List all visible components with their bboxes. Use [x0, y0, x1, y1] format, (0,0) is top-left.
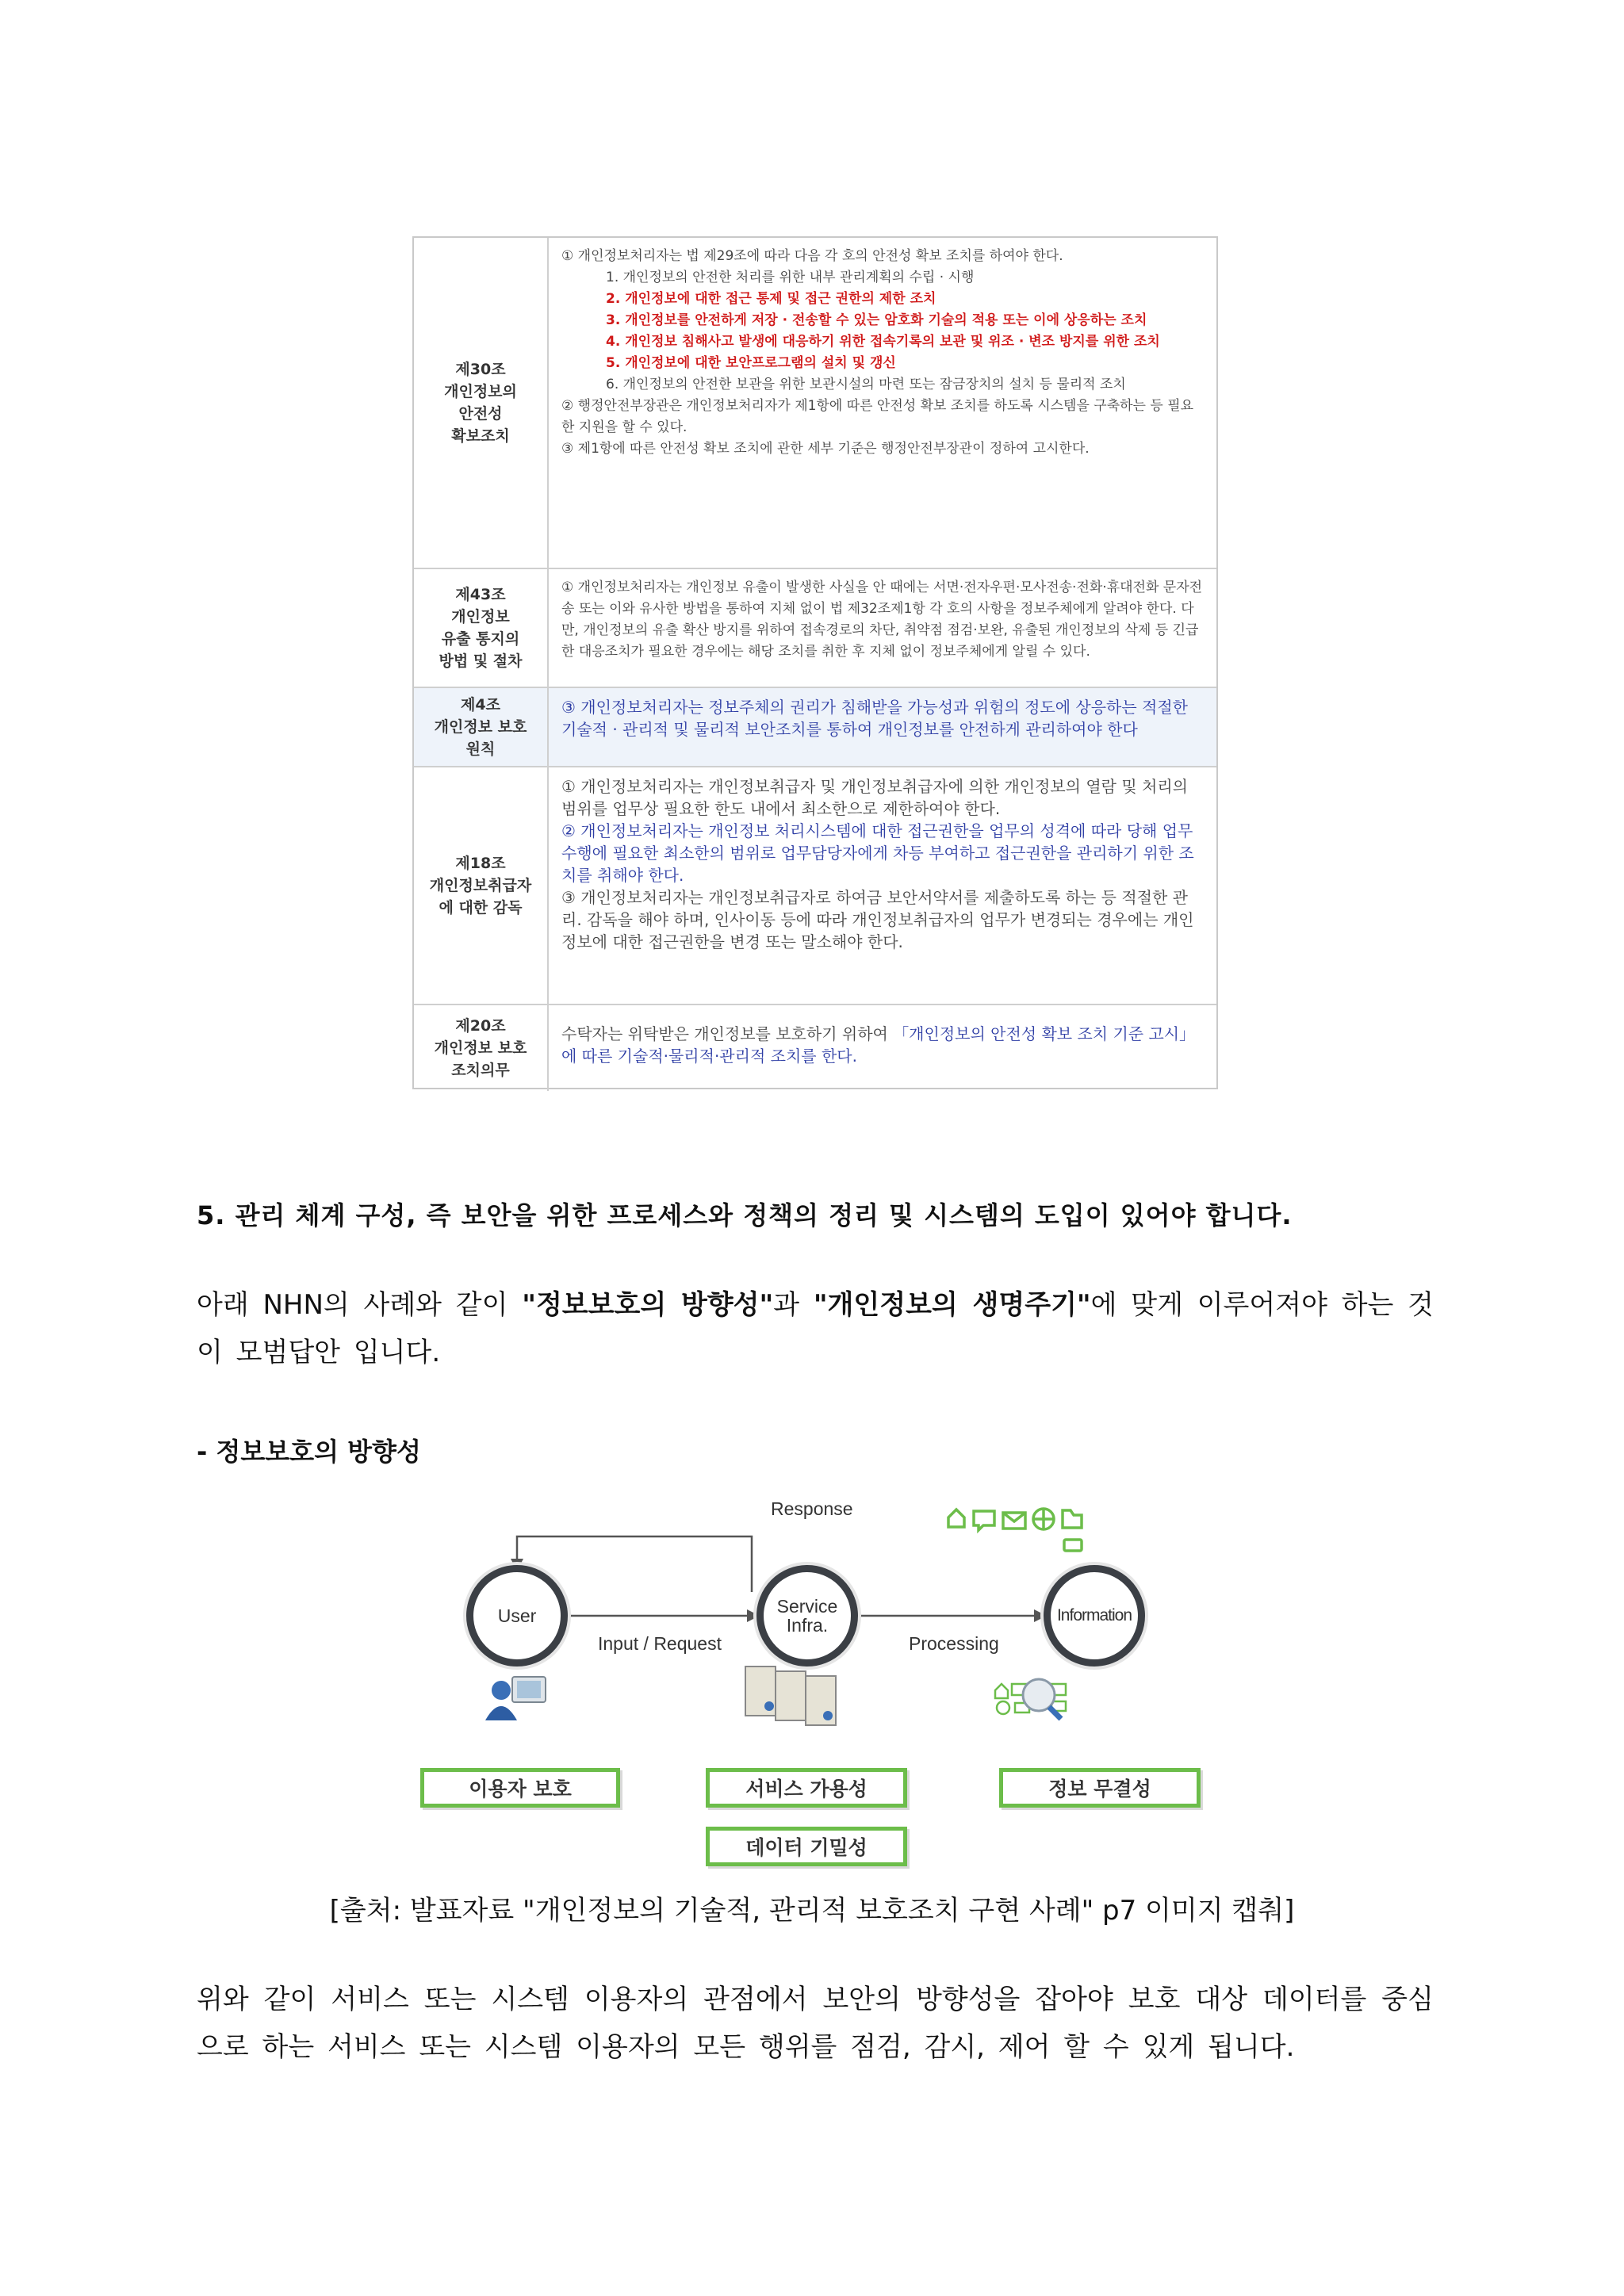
law-clause-highlight: 2. 개인정보에 대한 접근 통제 및 접근 권한의 제한 조치 — [606, 291, 936, 307]
section-heading: 5. 관리 체계 구성, 즉 보안을 위한 프로세스와 정책의 정리 및 시스템의 도입이 있어야 합니다. — [197, 1200, 1293, 1230]
law-row-label: 제18조 개인정보취급자 에 대한 감독 — [414, 767, 549, 1004]
law-row-article-18 — [414, 767, 1216, 1005]
conclusion-paragraph: 위와 같이 서비스 또는 시스템 이용자의 관점에서 보안의 방향성을 잡아야 보호 대상 데이터를 중심으로 하는 서비스 또는 시스템 이용자의 모든 행위를 점검, 감시, 제어 할 수 있게 됩니다. — [197, 1984, 1434, 2063]
diagram-connectors — [412, 1483, 1213, 1871]
law-clause-highlight: 5. 개인정보에 대한 보안프로그램의 설치 및 갱신 — [606, 355, 896, 371]
intro-emphasis: "정보보호의 방향성" — [522, 1289, 774, 1321]
law-clause: ① 개인정보처리자는 개인정보 유출이 발생한 사실을 안 때에는 서면·전자우편·모사전송·전화·휴대전화 문자전송 또는 이와 유사한 방법을 통하여 지체 없이 법 제32조제1항 각 호의 사항을 정보주체에게 알려야 한다. 다만, 개인정보의 유출 확산 방지를 위하여 접속경로의 차단, 취약점 점검·보완, 유출된 개인정보의 삭제 등 긴급한 대응조치가 필요한 경우에는 해당 조치를 취한 후 지체 없이 정보주체에게 알릴 수 있다. — [561, 580, 1203, 660]
law-clause: ② 행정안전부장관은 개인정보처리자가 제1항에 따른 안전성 확보 조치를 하도록 시스템을 구축하는 등 필요한 지원을 할 수 있다. — [561, 398, 1194, 435]
law-row-body — [549, 688, 1216, 766]
law-clause-highlight: 「개인정보의 안전성 확보 조치 기준 고시」에 따른 기술적·물리적·관리적 조치를 한다. — [561, 1024, 1196, 1066]
intro-paragraph — [197, 1281, 1434, 1376]
server-icon — [745, 1667, 836, 1725]
law-row-label: 제20조 개인정보 보호 조치의무 — [414, 1005, 549, 1091]
law-clause — [561, 1023, 1205, 1067]
user-node: User — [466, 1565, 568, 1667]
law-clause: ③ 개인정보처리자는 개인정보취급자로 하여금 보안서약서를 제출하도록 하는 등 적절한 관리. 감독을 해야 하며, 인사이동 등에 따라 개인정보취급자의 업무가 변경되는 경우에는 개인정보에 대한 접근권한을 변경 또는 말소해야 한다. — [561, 888, 1194, 951]
security-direction-diagram — [412, 1483, 1213, 1871]
intro-emphasis: "개인정보의 생명주기" — [813, 1289, 1091, 1321]
response-label: Response — [771, 1498, 853, 1519]
law-clause: 1. 개인정보의 안전한 처리를 위한 내부 관리계획의 수립 · 시행 — [606, 270, 975, 285]
sub-heading: - 정보보호의 방향성 — [197, 1437, 421, 1467]
law-row-body — [549, 569, 1216, 687]
law-row-label: 제30조 개인정보의 안전성 확보조치 — [414, 238, 549, 568]
law-row-article-43 — [414, 569, 1216, 688]
law-row-article-4 — [414, 688, 1216, 767]
service-availability-box: 서비스 가용성 — [706, 1768, 907, 1808]
intro-text: 에 맞게 이루어져야 하는 것이 모범답안 입니다. — [197, 1289, 1434, 1368]
data-confidentiality-box: 데이터 기밀성 — [706, 1827, 907, 1866]
intro-text: 아래 NHN의 사례와 같이 — [197, 1289, 523, 1321]
law-clause-text: 수탁자는 위탁받은 개인정보를 보호하기 위하여 — [561, 1024, 894, 1043]
law-clause-highlight: 4. 개인정보 침해사고 발생에 대응하기 위한 접속기록의 보관 및 위조 · 변조 방지를 위한 조치 — [606, 334, 1160, 350]
processing-label: Processing — [909, 1633, 999, 1654]
service-infra-node: Service Infra. — [756, 1565, 858, 1667]
information-node: Information — [1044, 1565, 1145, 1667]
figure-caption: [출처: 발표자료 "개인정보의 기술적, 관리적 보호조치 구현 사례" p7 이미지 캡춰] — [329, 1895, 1295, 1927]
data-type-icons — [948, 1509, 1082, 1551]
intro-text: 과 — [773, 1289, 814, 1321]
battery-icon — [1064, 1540, 1082, 1551]
chat-icon — [974, 1511, 994, 1530]
law-row-label: 제4조 개인정보 보호 원칙 — [414, 688, 549, 766]
law-clause: ③ 제1항에 따른 안전성 확보 조치에 관한 세부 기준은 행정안전부장관이 정하여 고시한다. — [561, 441, 1090, 457]
law-clause: ① 개인정보처리자는 법 제29조에 따라 다음 각 호의 안전성 확보 조치를 하여야 한다. — [561, 248, 1063, 264]
law-clause: ① 개인정보처리자는 개인정보취급자 및 개인정보취급자에 의한 개인정보의 열람 및 처리의 범위를 업무상 필요한 한도 내에서 최소한으로 제한하여야 한다. — [561, 777, 1188, 818]
user-computer-icon — [485, 1677, 546, 1720]
user-protection-box: 이용자 보호 — [420, 1768, 620, 1808]
law-clause: 6. 개인정보의 안전한 보관을 위한 보관시설의 마련 또는 잠금장치의 설치 등 물리적 조치 — [606, 377, 1126, 392]
law-row-body — [549, 767, 1216, 1004]
home-icon — [948, 1510, 964, 1527]
law-table-image — [412, 236, 1218, 1089]
law-row-article-30 — [414, 238, 1216, 569]
law-clause-highlight: ② 개인정보처리자는 개인정보 처리시스템에 대한 접근권한을 업무의 성격에 따라 당해 업무수행에 필요한 최소한의 범위로 업무담당자에게 차등 부여하고 접근권한을 관리하기 위한 조치를 취해야 한다. — [561, 821, 1194, 885]
law-row-article-20 — [414, 1005, 1216, 1091]
input-request-label: Input / Request — [598, 1633, 722, 1654]
law-row-label: 제43조 개인정보 유출 통지의 방법 및 절차 — [414, 569, 549, 687]
law-clause-highlight: ③ 개인정보처리자는 정보주체의 권리가 침해받을 가능성과 위험의 정도에 상응하는 적절한 기술적 · 관리적 및 물리적 보안조치를 통하여 개인정보를 안전하게 관리하여야 한다 — [561, 698, 1188, 739]
info-integrity-box: 정보 무결성 — [999, 1768, 1201, 1808]
law-clause-highlight: 3. 개인정보를 안전하게 저장 · 전송할 수 있는 암호화 기술의 적용 또는 이에 상응하는 조치 — [606, 312, 1147, 328]
cloud-icon — [1063, 1510, 1082, 1528]
law-row-body — [549, 1005, 1216, 1091]
law-row-body — [549, 238, 1216, 568]
